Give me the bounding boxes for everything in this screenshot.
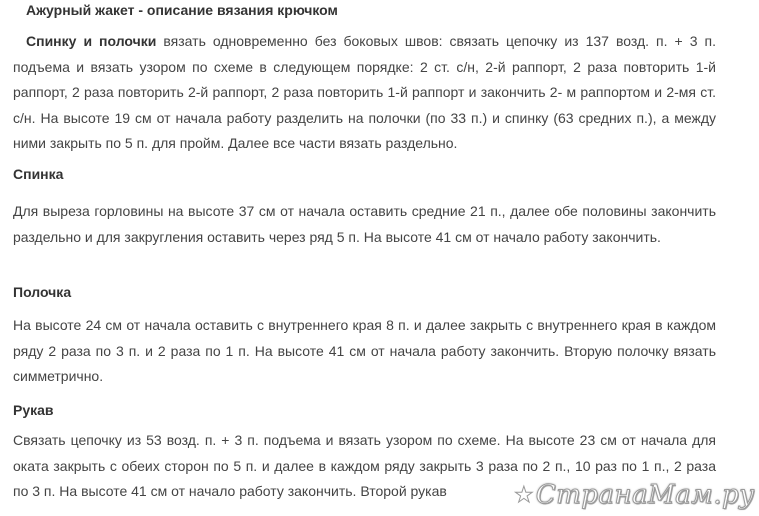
section-heading-sleeve: Рукав: [13, 402, 54, 418]
intro-text: вязать одновременно без боковых швов: связать цепочку из 137 возд. п. + 3 п. подъема и вязать узором по схеме в следующем порядке: 2 ст. с/н, 2-й раппорт, 2 раза повторить 1-й раппорт, 2 раза повторить 2-й раппорт, 2 раза повторить 1-й раппорт и закончить 2- м раппортом и 2-мя ст. с/н. На высоте 19 см от начала работу разделить на полочки (по 33 п.) и спинку (63 средних п.), а между ними закрыть по 5 п. для пройм. Далее все части вязать раздельно.: [13, 33, 716, 151]
document-title: Ажурный жакет - описание вязания крючком: [26, 2, 338, 18]
site-watermark: [510, 478, 759, 512]
section-heading-front: Полочка: [13, 284, 72, 300]
section-text-sleeve: Связать цепочку из 53 возд. п. + 3 п. подъема и вязать узором по схеме. На высоте 23 см от начала для оката закрыть с обеих сторон по 5 п. и далее в каждом ряду закрыть 3 раза по 2 п., 10 раз по 1 п., 2 раза по 3 п. На высоте 41 см от начало работу закончить. Второй рукав: [13, 432, 716, 499]
section-text-back: Для выреза горловины на высоте 37 см от начала оставить средние 21 п., далее обе половины закончить раздельно и для закругления оставить через ряд 5 п. На высоте 41 см от начало работу закончить.: [13, 203, 716, 245]
watermark-text: СтранаМам.ру: [535, 480, 755, 510]
star-icon: ★: [514, 482, 534, 507]
intro-paragraph: [13, 29, 716, 157]
intro-bold-lead: Спинку и полочки: [26, 33, 157, 49]
section-heading-back: Спинка: [13, 166, 64, 182]
section-text-front: На высоте 24 см от начала оставить с внутреннего края 8 п. и далее закрыть с внутреннего края в каждом ряду 2 раза по 3 п. и 2 раза по 1 п. На высоте 41 см от начала работу закончить. Вторую полочку вязать симметрично.: [13, 317, 716, 384]
